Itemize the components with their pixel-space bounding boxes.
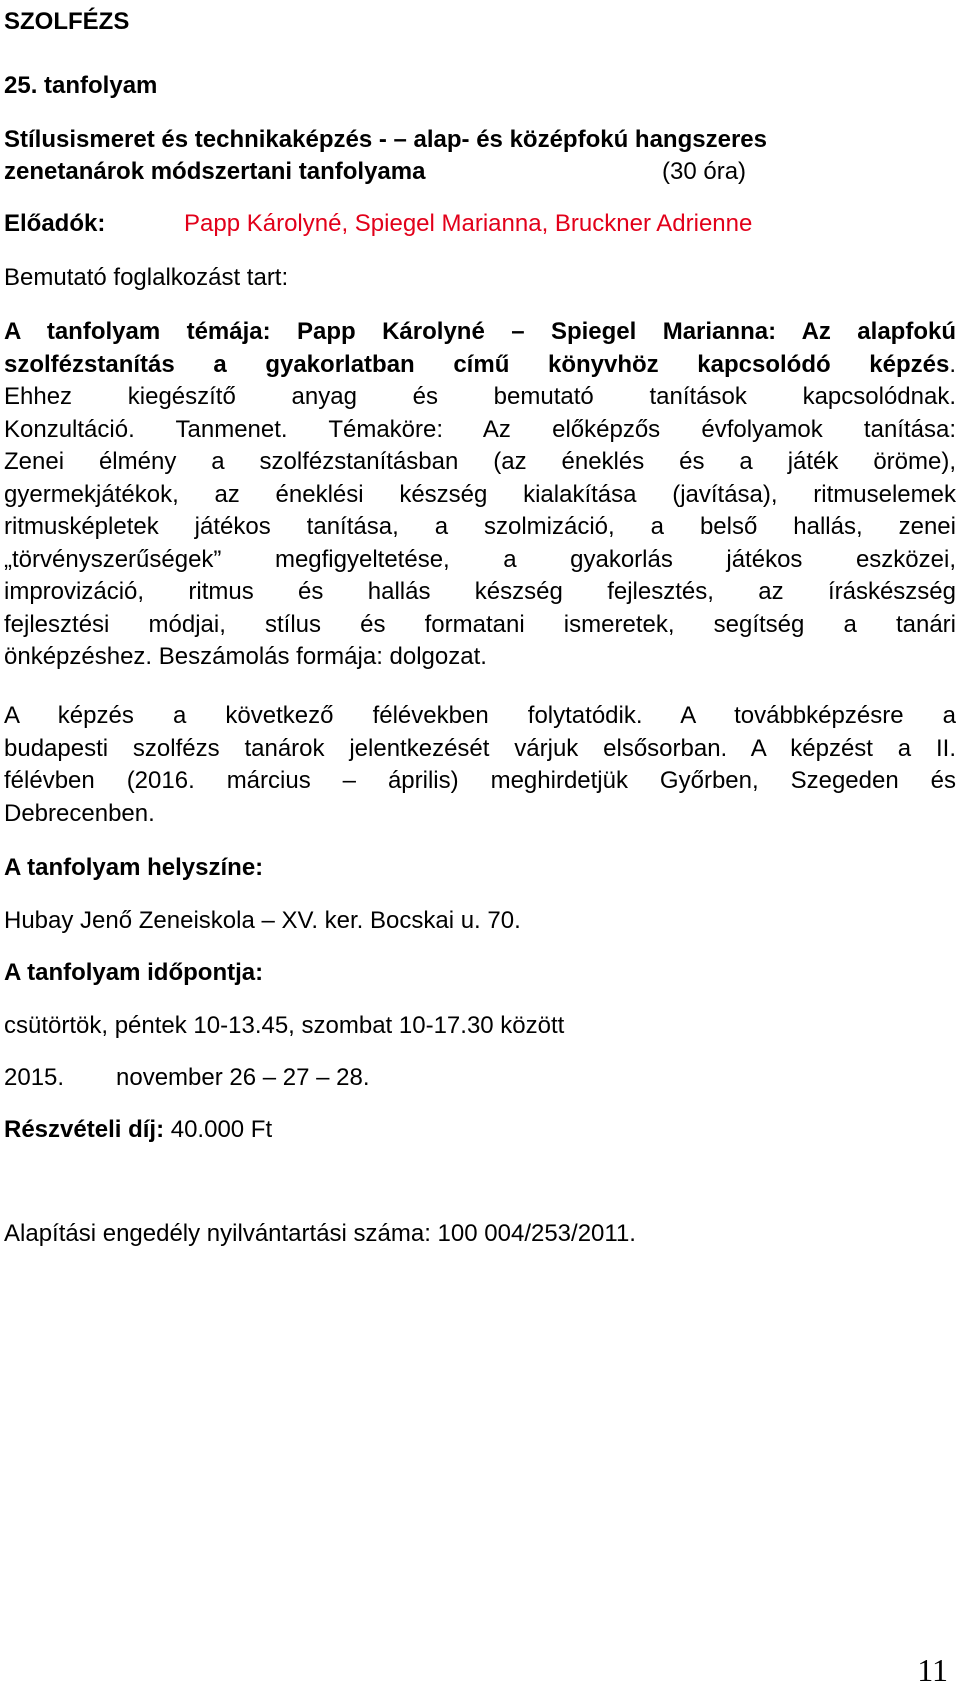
fee-label: Részvételi díj: [4, 1116, 165, 1143]
continuation-line-3: félévben (2016. március – április) meghirdetjük Győrben, Szegeden és [4, 767, 956, 794]
course-number: 25. tanfolyam [4, 72, 158, 99]
topic-line-4: Konzultáció. Tanmenet. Témaköre: Az előképzős évfolyamok tanítása: [4, 415, 956, 443]
fee-row [4, 1114, 272, 1146]
schedule-label: A tanfolyam időpontja: [4, 959, 264, 986]
schedule-year: 2015. [4, 1064, 65, 1091]
location-label: A tanfolyam helyszíne: [4, 854, 264, 881]
section-title: SZOLFÉZS [4, 8, 130, 35]
topic-line-5: Zenei élmény a szolfézstanításban (az éneklés és a játék öröme), [4, 448, 956, 475]
course-title-text: zenetanárok módszertani tanfolyama [4, 158, 426, 185]
topic-line-7: ritmusképletek játékos tanítása, a szolmizáció, a belső hallás, zenei [4, 513, 956, 540]
schedule-dates-row [4, 1062, 956, 1094]
topic-line-11: önképzéshez. Beszámolás formája: dolgozat. [4, 643, 487, 670]
location-value: Hubay Jenő Zeneiskola – XV. ker. Bocskai u. 70. [4, 907, 521, 934]
course-title-line-1: Stílusismeret és technikaképzés - – alap- és középfokú hangszeres [4, 126, 767, 153]
continuation-line-4: Debrecenben. [4, 799, 155, 827]
presenters-label: Előadók: [4, 210, 106, 237]
course-title-line-2 [4, 156, 956, 188]
topic-line-3: Ehhez kiegészítő anyag és bemutató tanítások kapcsolódnak. [4, 383, 956, 410]
demo-label: Bemutató foglalkozást tart: [4, 264, 289, 291]
topic-line-10: fejlesztési módjai, stílus és formatani ismeretek, segítség a tanári [4, 610, 956, 638]
continuation-line-2: budapesti szolfézs tanárok jelentkezését várjuk elsősorban. A képzést a II. [4, 734, 956, 762]
topic-line-9: improvizáció, ritmus és hallás készség fejlesztés, az íráskészség [4, 578, 956, 605]
schedule-times: csütörtök, péntek 10-13.45, szombat 10-17.30 között [4, 1012, 565, 1039]
presenters-row [4, 208, 956, 240]
license-number: Alapítási engedély nyilvántartási száma: 100 004/253/2011. [4, 1220, 636, 1247]
continuation-line-1: A képzés a következő félévekben folytatódik. A továbbképzésre a [4, 702, 956, 729]
topic-line-6: gyermekjátékok, az éneklési készség kialakítása (javítása), ritmuselemek [4, 480, 956, 508]
page-number: 11 [917, 1652, 948, 1688]
presenters-names: Papp Károlyné, Spiegel Marianna, Bruckner Adrienne [184, 210, 753, 237]
topic-line-1: A tanfolyam témája: Papp Károlyné – Spiegel Marianna: Az alapfokú [4, 318, 956, 345]
schedule-dates: november 26 – 27 – 28. [116, 1064, 370, 1091]
course-hours: (30 óra) [662, 158, 747, 185]
topic-line-8: „törvényszerűségek” megfigyeltetése, a gyakorlás játékos eszközei, [4, 545, 956, 573]
fee-value: 40.000 Ft [170, 1116, 273, 1143]
topic-line-2: szolfézstanítás a gyakorlatban című könyvhöz kapcsolódó képzés. [4, 350, 956, 378]
